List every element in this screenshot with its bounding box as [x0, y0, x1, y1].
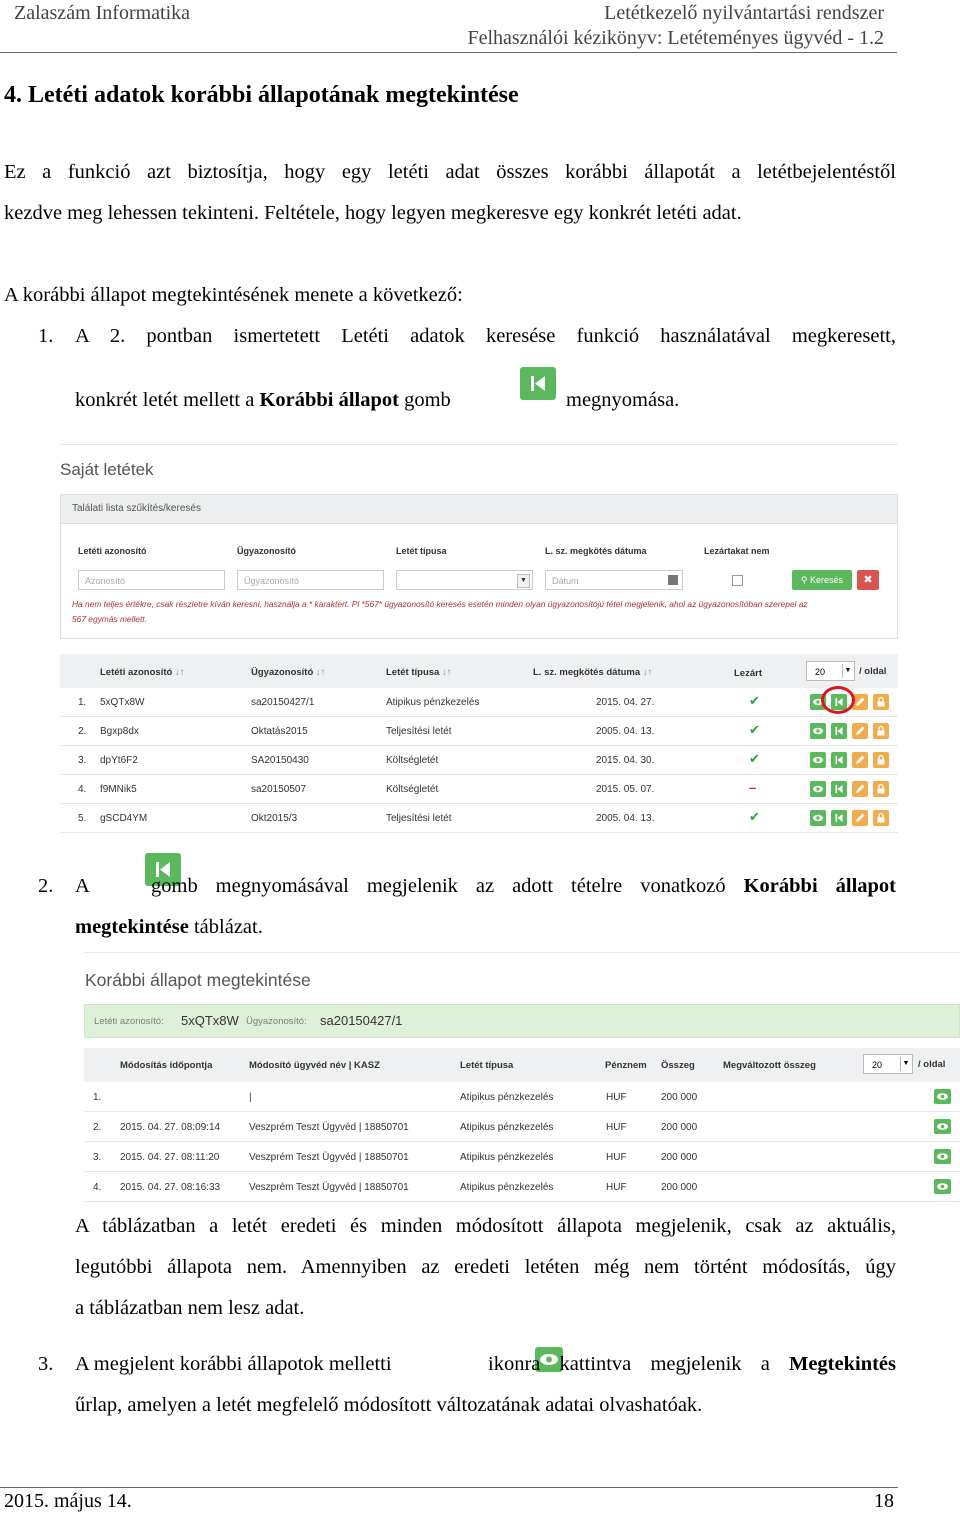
row-divider [84, 1201, 960, 1202]
info-label-case-id: Ügyazonosító: [246, 1016, 307, 1027]
col-changed-amount: Megváltozott összeg [723, 1060, 816, 1071]
row-deposit-id: gSCD4YM [100, 813, 148, 824]
row-divider [60, 832, 898, 833]
step3-mid: ikonra kattintva megjelenik a [488, 1353, 789, 1375]
step3-number: 3. [38, 1353, 54, 1375]
row-deposit-id: f9MNik5 [100, 784, 137, 795]
table-row [60, 688, 898, 717]
history-table-header [84, 1048, 960, 1082]
row-closed-status: ✔ [749, 809, 760, 824]
header-system: Letétkezelő nyilvántartási rendszer [604, 2, 884, 24]
row-modified-at: 2015. 04. 27. 08:11:20 [120, 1152, 220, 1163]
row-deposit-type: Atipikus pénzkezelés [460, 1152, 554, 1163]
step1-line2 [75, 380, 451, 421]
row-number: 5. [78, 813, 87, 824]
view-eye-button[interactable] [934, 1119, 951, 1134]
search-button-label: Keresés [810, 575, 844, 585]
row-modifier-lawyer: Veszprém Teszt Ügyvéd | 18850701 [249, 1152, 409, 1163]
row-deposit-type: Költségletét [386, 784, 439, 795]
step3-line1 [488, 1344, 896, 1385]
step3-pre: A megjelent korábbi állapotok melletti [75, 1353, 392, 1375]
view-eye-button[interactable] [810, 781, 826, 797]
view-eye-button[interactable] [810, 752, 826, 768]
table-row [84, 1172, 960, 1202]
row-case-id: SA20150430 [251, 755, 309, 766]
info-value-deposit-id: 5xQTx8W [181, 1013, 239, 1028]
shot1-top-border [60, 444, 898, 445]
row-contract-date: 2015. 04. 30. [596, 755, 655, 766]
filter-date-input[interactable] [545, 570, 683, 590]
screenshot-own-deposits [60, 444, 898, 836]
step2-line2 [75, 907, 263, 948]
eye-icon [934, 1089, 951, 1104]
row-closed-status: ✔ [749, 751, 760, 766]
row-currency: HUF [606, 1122, 627, 1133]
col-closed: Lezárt [734, 668, 762, 679]
row-modifier-lawyer: | [249, 1092, 252, 1103]
results-table-header [60, 654, 898, 688]
prev-icon [831, 810, 847, 826]
filter-label-date: L. sz. megkötés dátuma [545, 546, 647, 556]
row-deposit-id: Bgxp8dx [100, 726, 139, 737]
table-row [84, 1112, 960, 1142]
step2-bold2: megtekintése [75, 916, 189, 938]
table-row [60, 804, 898, 833]
filter-panel-title: Találati lista szűkítés/keresés [72, 503, 201, 514]
row-currency: HUF [606, 1092, 627, 1103]
lock-button[interactable] [873, 781, 889, 797]
footer-divider [0, 1487, 898, 1488]
page-size-select[interactable] [806, 661, 855, 681]
filter-panel-header [61, 495, 897, 524]
row-number: 2. [78, 726, 87, 737]
row-contract-date: 2015. 05. 07. [596, 784, 655, 795]
row-number: 4. [93, 1182, 102, 1193]
search-button[interactable] [792, 570, 852, 590]
row-number: 1. [78, 697, 87, 708]
deposit-info-bar [84, 1004, 960, 1038]
prev-icon [831, 723, 847, 739]
section-title: 4. Letéti adatok korábbi állapotának megtekintése [4, 82, 519, 108]
closed-filter-checkbox[interactable] [732, 575, 743, 586]
pencil-icon [852, 723, 868, 739]
step1-line1: A 2. pontban ismertetett Letéti adatok keresése funkció használatával megkeresett, [75, 325, 896, 347]
row-closed-status: – [749, 780, 757, 795]
col-deposit-type: Letét típusa [460, 1060, 514, 1071]
view-eye-button[interactable] [810, 723, 826, 739]
step2-pre: A [75, 875, 90, 897]
table-row [60, 717, 898, 746]
shot2-title: Korábbi állapot megtekintése [85, 970, 311, 990]
previous-state-button[interactable] [831, 781, 847, 797]
eye-icon [934, 1149, 951, 1164]
row-case-id: sa20150427/1 [251, 697, 315, 708]
info-label-deposit-id: Letéti azonosító: [94, 1016, 164, 1027]
row-deposit-type: Atipikus pénzkezelés [460, 1092, 554, 1103]
filter-date-placeholder: Dátum [552, 576, 579, 586]
footer-date: 2015. május 14. [4, 1490, 132, 1512]
page-size-value: 20 [872, 1060, 883, 1070]
chevron-down-icon: ▼ [842, 664, 853, 678]
calendar-icon [668, 575, 678, 585]
row-contract-date: 2005. 04. 13. [596, 726, 655, 737]
sort-icon: ↓↑ [642, 667, 653, 678]
view-eye-button[interactable] [934, 1149, 951, 1164]
edit-button[interactable] [852, 752, 868, 768]
col-deposit-id[interactable]: Letéti azonosító ↓↑ [100, 667, 185, 678]
info-value-case-id: sa20150427/1 [320, 1013, 403, 1028]
search-icon: ⚲ [800, 575, 808, 585]
row-deposit-type: Teljesítési letét [386, 813, 452, 824]
row-number: 1. [93, 1092, 102, 1103]
col-contract-date[interactable]: L. sz. megkötés dátuma ↓↑ [533, 667, 653, 678]
step1-line2-post: gomb [398, 389, 451, 411]
row-deposit-type: Teljesítési letét [386, 726, 452, 737]
row-modifier-lawyer: Veszprém Teszt Ügyvéd | 18850701 [249, 1182, 409, 1193]
filter-label-closed: Lezártakat nem [704, 546, 770, 556]
row-deposit-id: dpYt6F2 [100, 755, 138, 766]
col-modified-at: Módosítás időpontja [120, 1060, 213, 1071]
row-number: 4. [78, 784, 87, 795]
close-icon: ✖ [863, 574, 873, 586]
clear-filter-button[interactable] [857, 570, 879, 590]
row-case-id: Oktatás2015 [251, 726, 308, 737]
lock-icon [873, 810, 889, 826]
row-deposit-type: Atipikus pénzkezelés [460, 1122, 554, 1133]
pencil-icon [852, 752, 868, 768]
row-amount: 200 000 [661, 1182, 698, 1193]
page-size-select[interactable] [863, 1054, 913, 1074]
eye-icon [810, 810, 826, 826]
row-amount: 200 000 [661, 1092, 698, 1103]
lock-icon [873, 781, 889, 797]
row-case-id: Okt2015/3 [251, 813, 298, 824]
step1-line2-end: megnyomása. [566, 389, 680, 411]
highlight-circle [821, 686, 855, 714]
table-row [84, 1142, 960, 1172]
eye-icon [934, 1119, 951, 1134]
pencil-icon [852, 781, 868, 797]
view-eye-button[interactable] [934, 1179, 951, 1194]
row-deposit-type: Költségletét [386, 755, 439, 766]
row-currency: HUF [606, 1182, 627, 1193]
eye-icon [810, 723, 826, 739]
lock-button[interactable] [873, 694, 889, 710]
after-table-line1: A táblázatban a letét eredeti és minden módosított állapota megjelenik, csak az aktuális, [75, 1215, 896, 1237]
header-manual: Felhasználói kézikönyv: Letéteményes ügyvéd - 1.2 [467, 27, 884, 49]
row-deposit-id: 5xQTx8W [100, 697, 145, 708]
row-currency: HUF [606, 1152, 627, 1163]
step2-mid: gomb megnyomásával megjelenik az adott tételre vonatkozó [151, 875, 744, 897]
edit-button[interactable] [852, 810, 868, 826]
view-eye-button[interactable] [810, 810, 826, 826]
step2-bold1: Korábbi állapot [743, 875, 896, 897]
lock-icon [873, 694, 889, 710]
filter-case-input[interactable]: Ügyazonosító [237, 570, 384, 590]
row-contract-date: 2015. 04. 27. [596, 697, 655, 708]
view-eye-button[interactable] [934, 1089, 951, 1104]
row-amount: 200 000 [661, 1122, 698, 1133]
row-contract-date: 2005. 04. 13. [596, 813, 655, 824]
step3-bold: Megtekintés [788, 1353, 896, 1375]
table-row [60, 746, 898, 775]
page-size-value: 20 [815, 667, 826, 677]
sort-icon: ↓↑ [315, 667, 326, 678]
lock-button[interactable] [873, 810, 889, 826]
filter-type-select[interactable] [396, 570, 533, 590]
row-deposit-type: Atipikus pénzkezelés [386, 697, 480, 708]
filter-label-case: Ügyazonosító [237, 546, 297, 556]
filter-label-type: Letét típusa [396, 546, 447, 556]
lock-icon [873, 723, 889, 739]
row-closed-status: ✔ [749, 722, 760, 737]
step1-line2-bold: Korábbi állapot [259, 389, 399, 411]
intro-line-2: kezdve meg lehessen tekinteni. Feltétele, hogy legyen megkeresve egy konkrét letéti adat. [4, 202, 742, 224]
chevron-down-icon: ▼ [900, 1057, 911, 1071]
step2-line1 [151, 866, 896, 907]
table-row [60, 775, 898, 804]
filter-label-id: Letéti azonosító [78, 546, 147, 556]
step1-line2-pre: konkrét letét mellett a [75, 389, 260, 411]
screenshot-previous-states [84, 952, 960, 1200]
sort-icon: ↓↑ [174, 667, 185, 678]
previous-state-button[interactable] [831, 752, 847, 768]
filter-hint-line2: 567 egymás mellett. [72, 614, 147, 624]
per-page-label: / oldal [859, 666, 887, 677]
row-closed-status: ✔ [749, 693, 760, 708]
lock-button[interactable] [873, 723, 889, 739]
steps-intro: A korábbi állapot megtekintésének menete a következő: [4, 284, 463, 306]
row-number: 3. [78, 755, 87, 766]
shot1-title: Saját letétek [60, 460, 154, 479]
row-modifier-lawyer: Veszprém Teszt Ügyvéd | 18850701 [249, 1122, 409, 1133]
previous-state-button[interactable] [831, 810, 847, 826]
step2-post: táblázat. [188, 916, 263, 938]
eye-icon [810, 752, 826, 768]
col-deposit-type[interactable]: Letét típusa ↓↑ [386, 667, 452, 678]
filter-panel [60, 494, 898, 639]
step1-number: 1. [38, 325, 54, 347]
row-amount: 200 000 [661, 1152, 698, 1163]
after-table-line2: legutóbbi állapota nem. Amennyiben az eredeti letéten még nem történt módosítás, úgy [75, 1256, 896, 1278]
row-modified-at: 2015. 04. 27. 08:16:33 [120, 1182, 221, 1193]
per-page-label: / oldal [918, 1059, 946, 1070]
previous-state-button[interactable] [831, 723, 847, 739]
col-case-id[interactable]: Ügyazonosító ↓↑ [251, 667, 326, 678]
row-deposit-type: Atipikus pénzkezelés [460, 1182, 554, 1193]
col-amount: Összeg [661, 1060, 695, 1071]
edit-button[interactable] [852, 723, 868, 739]
step2-number: 2. [38, 875, 54, 897]
filter-hint-line1: Ha nem teljes értékre, csak részletre kíván keresni, használja a * karaktert. Pl *567* ügyazonosító keresés esetén minden olyan ügyazonosítójú tétel megjelenik, ahol az ügyazonosítóban szerepel az [72, 599, 808, 609]
pencil-icon [852, 810, 868, 826]
lock-button[interactable] [873, 752, 889, 768]
shot2-top-border [84, 952, 960, 953]
intro-line-1: Ez a funkció azt biztosítja, hogy egy letéti adat összes korábbi állapotát a letétbejelentéstől [4, 161, 896, 183]
edit-button[interactable] [852, 781, 868, 797]
filter-id-input[interactable]: Azonosító [78, 570, 225, 590]
row-number: 3. [93, 1152, 102, 1163]
sort-icon: ↓↑ [441, 667, 452, 678]
previous-state-button-icon [520, 367, 556, 400]
lock-icon [873, 752, 889, 768]
footer-page-number: 18 [874, 1490, 894, 1512]
step3-line2: űrlap, amelyen a letét megfelelő módosított változatának adatai olvashatóak. [75, 1394, 703, 1416]
eye-icon [934, 1179, 951, 1194]
header-company: Zalaszám Informatika [14, 2, 191, 24]
row-modified-at: 2015. 04. 27. 08:09:14 [120, 1122, 221, 1133]
row-number: 2. [93, 1122, 102, 1133]
prev-icon [831, 781, 847, 797]
eye-icon [810, 781, 826, 797]
chevron-down-icon: ▼ [517, 574, 530, 588]
table-row [84, 1082, 960, 1112]
header-divider [0, 52, 897, 53]
col-currency: Pénznem [605, 1060, 647, 1071]
after-table-line3: a táblázatban nem lesz adat. [75, 1297, 305, 1319]
row-case-id: sa20150507 [251, 784, 307, 795]
prev-icon [831, 752, 847, 768]
col-modifier-lawyer: Módosító ügyvéd név | KASZ [249, 1060, 380, 1071]
